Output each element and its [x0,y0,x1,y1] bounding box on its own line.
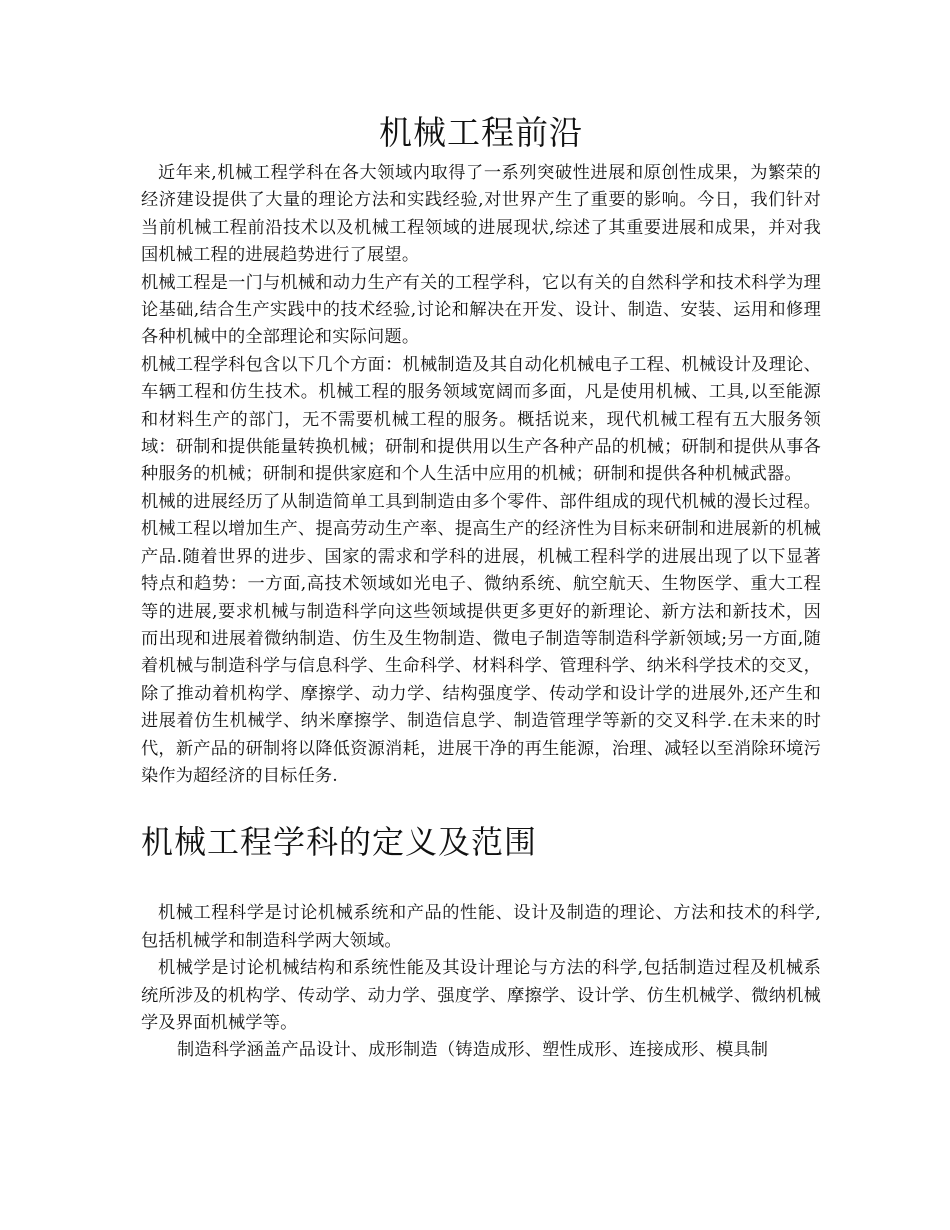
intro-paragraph-2: 机械工程是一门与机械和动力生产有关的工程学科，它以有关的自然科学和技术科学为理论基础,结合生产实践中的技术经验,讨论和解决在开发、设计、制造、安装、运用和修理各种机械中的全部理论和实际问题。 [141,272,821,348]
section-paragraph-3: 制造科学涵盖产品设计、成形制造（铸造成形、塑性成形、连接成形、模具制 [177,1040,769,1061]
section-heading: 机械工程学科的定义及范围 [141,823,538,862]
intro-paragraph-4: 机械的进展经历了从制造简单工具到制造由多个零件、部件组成的现代机械的漫长过程。机械工程以增加生产、提高劳动生产率、提高生产的经济性为目标来研制和进展新的机械产品.随着世界的进步、国家的需求和学科的进展，机械工程科学的进展出现了以下显著特点和趋势：一方面,高技术领域如光电子、微纳系统、航空航天、生物医学、重大工程等的进展,要求机械与制造科学向这些领域提供更多更好的新理论、新方法和新技术，因而出现和进展着微纳制造、仿生及生物制造、微电子制造等制造科学新领域;另一方面,随着机械与制造科学与信息科学、生命科学、材料科学、管理科学、纳米科学技术的交叉，除了推动着机构学、摩擦学、动力学、结构强度学、传动学和设计学的进展外,还产生和进展着仿生机械学、纳米摩擦学、制造信息学、制造管理学等新的交叉科学.在未来的时代，新产品的研制将以降低资源消耗，进展干净的再生能源，治理、减轻以至消除环境污染作为超经济的目标任务. [141,491,821,786]
document-title: 机械工程前沿 [379,113,583,152]
section-paragraph-1: 机械工程科学是讨论机械系统和产品的性能、设计及制造的理论、方法和技术的科学,包括机械学和制造科学两大领域。 [141,903,821,951]
section-paragraph-2: 机械学是讨论机械结构和系统性能及其设计理论与方法的科学,包括制造过程及机械系统所涉及的机构学、传动学、动力学、强度学、摩擦学、设计学、仿生机械学、微纳机械学及界面机械学等。 [141,958,821,1033]
intro-paragraph-3: 机械工程学科包含以下几个方面：机械制造及其自动化机械电子工程、机械设计及理论、车辆工程和仿生技术。机械工程的服务领域宽阔而多面，凡是使用机械、工具,以至能源和材料生产的部门，无不需要机械工程的服务。概括说来，现代机械工程有五大服务领域：研制和提供能量转换机械；研制和提供用以生产各种产品的机械；研制和提供从事各种服务的机械；研制和提供家庭和个人生活中应用的机械；研制和提供各种机械武器。 [141,354,821,485]
document-page [141,108,821,1065]
intro-paragraph-1: 近年来,机械工程学科在各大领域内取得了一系列突破性进展和原创性成果，为繁荣的经济建设提供了大量的理论方法和实践经验,对世界产生了重要的影响。今日，我们针对当前机械工程前沿技术以及机械工程领域的进展现状,综述了其重要进展和成果，并对我国机械工程的进展趋势进行了展望。 [141,163,821,266]
